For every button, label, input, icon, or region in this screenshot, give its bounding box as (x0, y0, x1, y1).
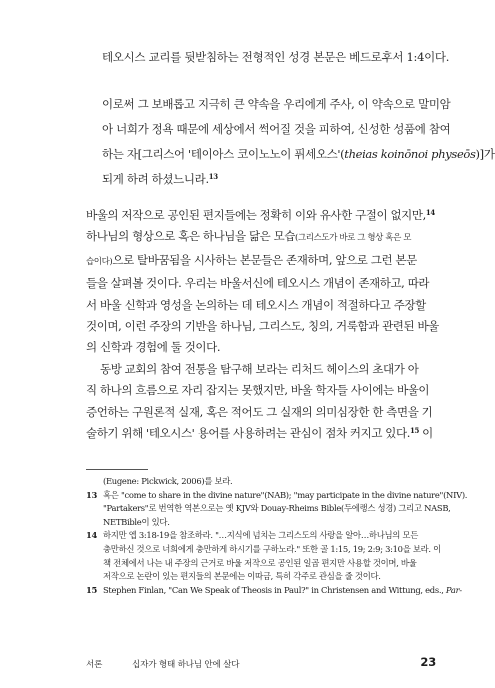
footnote-line: NETBible이 있다. (103, 516, 170, 527)
footnote-divider (86, 469, 148, 470)
footnote-ref-14[interactable]: 14 (425, 208, 435, 217)
lead-sentence: 테오시스 교리를 뒷받침하는 전형적인 성경 본문은 베드로후서 1:4이다. (102, 50, 450, 64)
footnote-text: Stephen Finlan, "Can We Speak of Theosis in Paul?" in Christensen and Wittung, eds., (103, 584, 446, 595)
footnote-number: 14 (86, 530, 98, 541)
quote-line: 이로써 그 보배롭고 지극히 큰 약속을 우리에게 주사, 이 약속으로 말미암 (102, 97, 451, 111)
body-text-run: 술하기 위해 '테오시스' 용어를 사용하려는 관심이 점차 커지고 있다. (86, 426, 410, 441)
footnotes (86, 475, 468, 597)
footnote-line: 혹은 "come to share in the divine nature"(NAB); "may participate in the divine nature"(NIV). (103, 489, 468, 500)
footnote-line (103, 584, 462, 598)
footnote-continuation (86, 475, 436, 489)
footnote-13 (86, 489, 468, 530)
footnote-line: 저작으로 논란이 있는 편지들의 본문에는 이따금, 특히 각주로 관심을 줄 것이다. (103, 571, 381, 582)
block-quote (102, 92, 495, 192)
footnote-15 (86, 584, 462, 598)
paragraph-line: 것이며, 이런 주장의 기반을 하나님, 그리스도, 칭의, 거룩함과 관련된 바울 (86, 319, 439, 334)
footnote-line: 충만하신 것으로 너희에게 충만하게 하시기를 구하노라." 또한 골 1:15, 19; 2:9; 3:10을 보라. 이 (103, 543, 441, 554)
footnote-line: 하지만 엡 3:18-19을 참조하라. "…지식에 넘치는 그리스도의 사랑을 알아…하나님의 모든 (103, 530, 419, 541)
quote-line (102, 167, 434, 192)
body-text-run: 이 (418, 426, 433, 441)
footnote-number: 13 (86, 489, 98, 500)
parenthetical-note: 습이다) (86, 256, 113, 267)
quote-text: 되게 하려 하셨느니라. (102, 172, 209, 186)
running-title: 십자가 형태 하나님 안에 살다 (132, 660, 240, 670)
body-text-run: 하나님의 형상으로 혹은 하나님을 닮은 모습 (86, 229, 296, 244)
quote-text: )]가 (475, 147, 495, 161)
body-text-run: 으로 탈바꿈됨을 시사하는 본문들은 존재하며, 앞으로 그런 본문 (112, 252, 417, 267)
paragraph-line: 증언하는 구원론적 실재, 혹은 적어도 그 실재의 의미심장한 한 측면을 기 (86, 404, 433, 419)
paragraph-line: 의 신학과 경험에 둘 것이다. (86, 340, 221, 355)
parenthetical-note: (그리스도가 바로 그 형상 혹은 모 (295, 233, 412, 244)
body-text-run: 바울의 저작으로 공인된 편지들에는 정확히 이와 유사한 구절이 없지만, (86, 208, 426, 222)
footnote-ref-15[interactable]: 15 (409, 426, 419, 436)
quote-line: 아 너희가 정욕 때문에 세상에서 썩어질 것을 피하여, 신성한 성품에 참여 (102, 122, 451, 136)
footnote-line: "Partakers"로 번역한 역본으로는 옛 KJV와 Douay-Rheims Bible(두에랭스 성경) 그리고 NASB, (103, 503, 451, 514)
footnote-number: 15 (86, 584, 98, 595)
footnote-line: (Eugene: Pickwick, 2006)를 보라. (103, 476, 233, 486)
footnote-italic: Par- (445, 584, 462, 595)
quote-text: 하는 자[그리스어 '테이아스 코이노노이 퓌세오스'( (102, 147, 345, 161)
paragraph-line: 동방 교회의 참여 전통을 탐구해 보라는 리처드 헤이스의 초대가 아 (100, 361, 419, 376)
paragraph-line: 서 바울 신학과 영성을 논의하는 데 테오시스 개념이 적절하다고 주장할 (86, 297, 426, 312)
body-text (86, 205, 439, 444)
paragraph-line (86, 205, 436, 226)
paragraph-line (86, 226, 436, 249)
footnote-ref-13[interactable]: 13 (208, 172, 218, 181)
footnote-14 (86, 529, 441, 583)
page-footer (86, 657, 436, 671)
paragraph-line: 직 하나의 흐름으로 자리 잡지는 못했지만, 바울 학자들 사이에는 바울이 (86, 383, 430, 398)
quote-transliteration: theias koinōnoi physeōs (344, 147, 476, 161)
footnote-line: 책 전체에서 나는 내 주장의 근거로 바울 저작으로 공인된 일곱 편지만 사용할 것이며, 바울 (103, 557, 417, 568)
quote-line (102, 142, 495, 167)
paragraph-line: 들을 살펴볼 것이다. 우리는 바울서신에 테오시스 개념이 존재하고, 따라 (86, 276, 430, 291)
paragraph-line (86, 423, 436, 444)
page-number: 23 (420, 655, 436, 669)
running-section: 서론 (86, 660, 103, 670)
paragraph-line (86, 250, 436, 273)
